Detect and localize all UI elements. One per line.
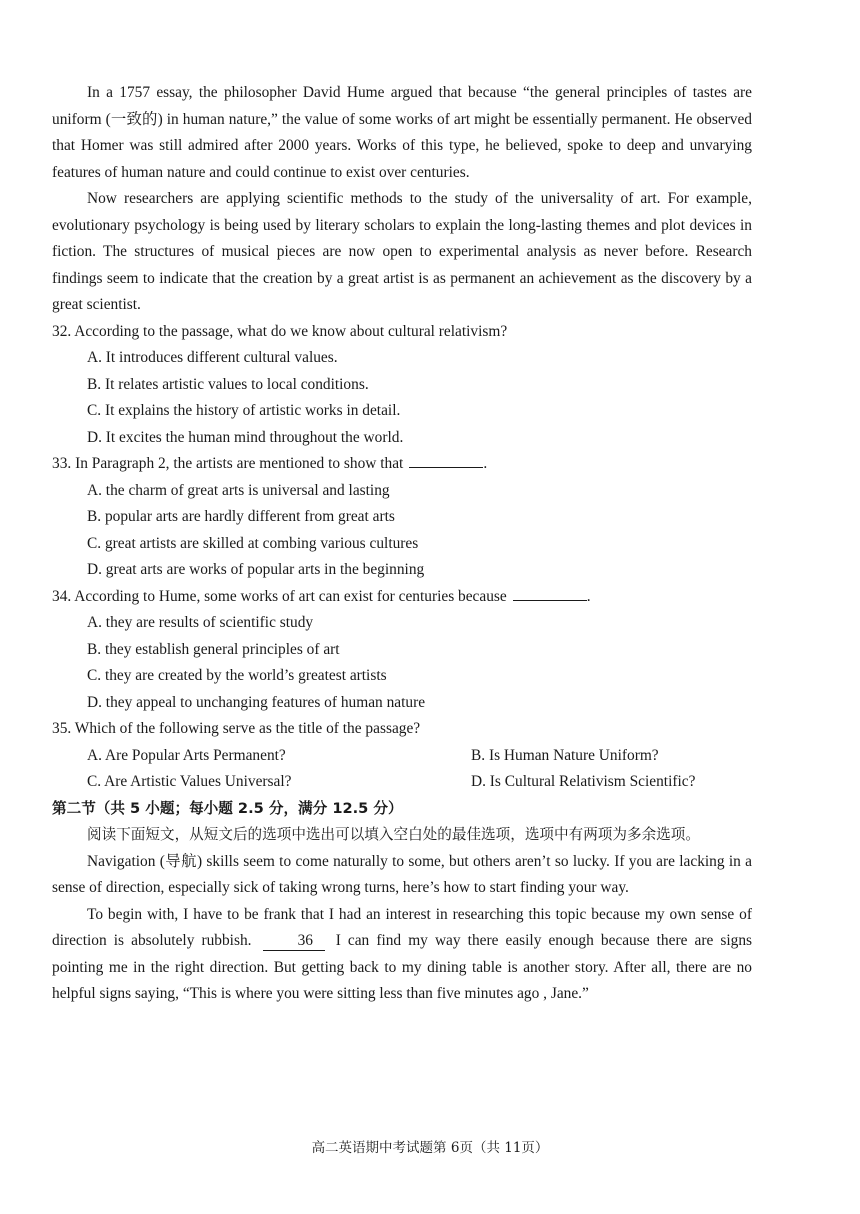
- question-stem-line: 34. According to Hume, some works of art can exist for centuries because .: [52, 584, 752, 611]
- answer-blank: [409, 452, 483, 468]
- option-b: B. popular arts are hardly different from great arts: [87, 508, 395, 525]
- option-a: A. the charm of great arts is universal and lasting: [87, 481, 390, 499]
- option-row: [52, 769, 752, 796]
- page-footer: 高二英语期中考试题第 6页（共 11页）: [311, 1140, 549, 1156]
- section-instruction: 阅读下面短文，从短文后的选项中选出可以填入空白处的最佳选项，选项中有两项为多余选项。: [87, 826, 700, 843]
- question-32: [52, 319, 752, 452]
- option-d: D. they appeal to unchanging features of human nature: [87, 693, 426, 711]
- option-c: C. It explains the history of artistic works in detail.: [87, 402, 401, 419]
- question-stem: 34. According to Hume, some works of art can exist for centuries because: [52, 587, 507, 605]
- question-34: [52, 584, 752, 717]
- question-35: [52, 716, 752, 796]
- answer-blank: [513, 585, 587, 601]
- question-stem: 33. In Paragraph 2, the artists are mentioned to show that: [52, 455, 404, 472]
- option-a: A. they are results of scientific study: [87, 614, 314, 631]
- navigation-paragraph-1: Navigation (导航) skills seem to come naturally to some, but others aren’t so lucky. If you are lacking in a sense of direction, especially sick of taking wrong turns, here’s how to start finding your way.: [52, 852, 752, 896]
- option-a: A. Are Popular Arts Permanent?: [87, 746, 286, 764]
- navigation-paragraph-2: [52, 902, 752, 1008]
- question-stem: 35. Which of the following serve as the title of the passage?: [52, 720, 421, 737]
- option-d: D. It excites the human mind throughout the world.: [87, 428, 404, 446]
- exam-page: [52, 80, 752, 1008]
- section-heading: 第二节（共 5 小题；每小题 2.5 分，满分 12.5 分）: [52, 799, 403, 817]
- question-stem: 32. According to the passage, what do we know about cultural relativism?: [52, 322, 508, 340]
- paragraph-text-before: To begin with, I have to be frank that I had an interest in researching this topic because my own sense of direction is absolutely rubbish.: [52, 905, 752, 949]
- passage-paragraph-2: Now researchers are applying scientific methods to the study of the universality of art. For example, evolutionary psychology is being used by literary scholars to explain the long-lasting themes and plot devices in fiction. The structures of musical pieces are now open to experimental analysis as never before. Research findings seem to indicate that the creation by a great artist is as permanent an achievement as the discovery by a great scientist.: [52, 190, 752, 313]
- paragraph-text-after: I can find my way there easily enough because there are signs pointing me in the right direction. But getting back to my dining table is another story. After all, there are no helpful signs saying, “This is where you were sitting less than five minutes ago , Jane.”: [52, 932, 753, 1002]
- option-c: C. great artists are skilled at combing various cultures: [87, 534, 419, 552]
- passage-paragraph-1: In a 1757 essay, the philosopher David Hume argued that because “the general principles of tastes are uniform (一致的) in human nature,” the value of some works of art might be essentially permanent. He observed that Homer was still admired after 2000 years. Works of this type, he believed, spoke to deep and unvarying features of human nature and could continue to exist over centuries.: [52, 84, 752, 181]
- option-c: C. Are Artistic Values Universal?: [87, 773, 292, 790]
- option-d: D. Is Cultural Relativism Scientific?: [471, 773, 696, 790]
- option-d: D. great arts are works of popular arts in the beginning: [87, 561, 425, 578]
- option-b: B. It relates artistic values to local conditions.: [87, 375, 369, 393]
- question-stem-line: 33. In Paragraph 2, the artists are mentioned to show that .: [52, 451, 752, 478]
- option-b: B. Is Human Nature Uniform?: [471, 746, 659, 764]
- option-row: [52, 743, 752, 770]
- option-c: C. they are created by the world’s greatest artists: [87, 667, 387, 684]
- option-a: A. It introduces different cultural values.: [87, 349, 338, 366]
- question-33: [52, 451, 752, 584]
- option-b: B. they establish general principles of art: [87, 640, 340, 658]
- blank-36: 36: [263, 932, 325, 951]
